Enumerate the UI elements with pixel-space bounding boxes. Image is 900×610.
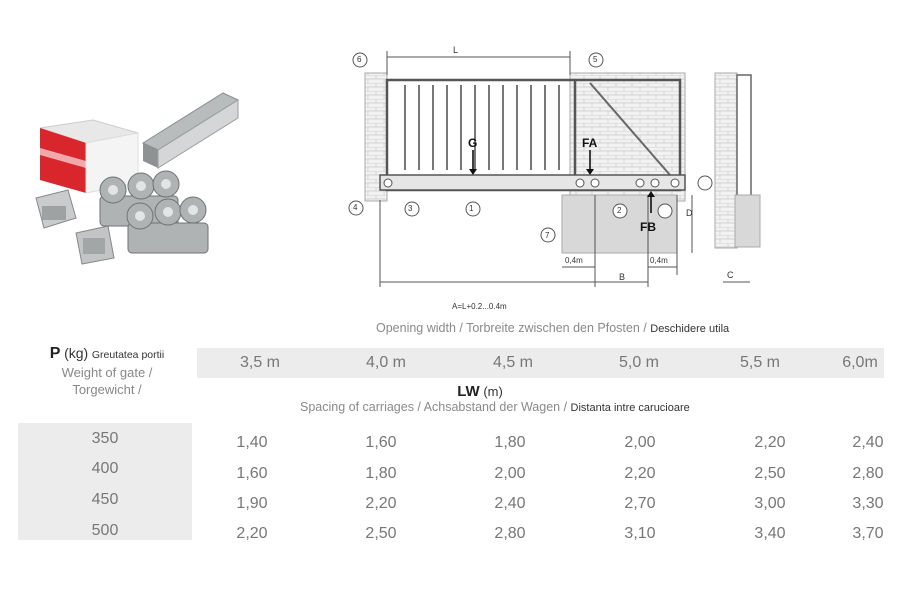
table-cell: 2,00 [624, 434, 656, 451]
table-cell: 2,40 [852, 434, 884, 451]
table-cell: 1,80 [365, 465, 397, 482]
force-FA-label: FA [582, 136, 598, 150]
table-cell: 3,70 [852, 525, 884, 542]
dimension-A-label: A=L+0.2...0.4m [452, 302, 507, 311]
table-cell: 2,50 [754, 465, 786, 482]
width-header-cell: 4,0 m [365, 354, 406, 371]
weight-label-en: Weight of gate / [61, 365, 153, 380]
weight-label-ro: Greutatea portii [91, 349, 165, 361]
table-cell: 2,80 [852, 465, 884, 482]
weight-label [22, 345, 192, 398]
opening-width-caption [376, 321, 729, 335]
product-kit-image [28, 88, 243, 273]
width-header-cell: 5,0 m [618, 354, 659, 371]
weight-row-header: 450 [91, 491, 119, 508]
width-header-cell: 4,5 m [492, 354, 533, 371]
table-cell: 2,80 [494, 525, 526, 542]
weight-unit: (kg) [64, 345, 89, 361]
callout-7: 7 [545, 231, 550, 240]
table-cell: 2,20 [624, 465, 656, 482]
lw-caption-ro: Distanta intre carucioare [570, 402, 690, 414]
dimension-L-label: L [453, 45, 459, 55]
opening-width-caption-ro: Deschidere utila [650, 323, 730, 335]
table-cell: 1,40 [236, 434, 268, 451]
table-cell: 3,30 [852, 495, 884, 512]
width-header-cell: 6,0m [842, 354, 878, 371]
callout-1: 1 [469, 204, 474, 213]
weight-row-header: 350 [91, 430, 119, 447]
weight-row-header: 400 [91, 460, 119, 477]
weight-row-header: 500 [91, 522, 119, 539]
callout-3: 3 [408, 204, 413, 213]
dimension-B-label: B [619, 272, 626, 282]
table-cell: 2,20 [236, 525, 268, 542]
lw-unit: (m) [483, 384, 503, 399]
width-header-cell: 3,5 m [239, 354, 280, 371]
dimension-04-right-label: 0,4m [650, 256, 668, 265]
opening-width-caption-en-de: Opening width / Torbreite zwischen den Pfosten / [376, 321, 647, 335]
table-cell: 3,00 [754, 495, 786, 512]
table-cell: 2,50 [365, 525, 397, 542]
table-cell: 3,10 [624, 525, 656, 542]
callout-6: 6 [357, 55, 362, 64]
lw-title [300, 383, 690, 414]
table-cell: 3,40 [754, 525, 786, 542]
table-cell: 2,00 [494, 465, 526, 482]
dimension-D-label: D [686, 208, 693, 218]
table-cell: 1,90 [236, 495, 268, 512]
table-cell: 2,20 [365, 495, 397, 512]
force-FB-label: FB [640, 220, 656, 234]
table-cell: 2,20 [754, 434, 786, 451]
callout-5: 5 [593, 55, 598, 64]
table-cell: 1,60 [236, 465, 268, 482]
callout-2: 2 [617, 206, 622, 215]
weight-symbol: P [49, 345, 61, 362]
force-G-label: G [468, 136, 478, 150]
table-cell: 1,60 [365, 434, 397, 451]
table-cell: 2,70 [624, 495, 656, 512]
dimension-C-label: C [727, 270, 734, 280]
width-header-cell: 5,5 m [739, 354, 780, 371]
callout-4: 4 [353, 203, 358, 212]
dimension-04-left-label: 0,4m [565, 256, 583, 265]
lw-caption-en-de: Spacing of carriages / Achsabstand der Wagen / [300, 400, 568, 414]
table-cell: 2,40 [494, 495, 526, 512]
weight-label-de: Torgewicht / [72, 382, 142, 397]
lw-symbol: LW [457, 383, 480, 400]
table-cell: 1,80 [494, 434, 526, 451]
gate-technical-diagram [340, 35, 895, 295]
